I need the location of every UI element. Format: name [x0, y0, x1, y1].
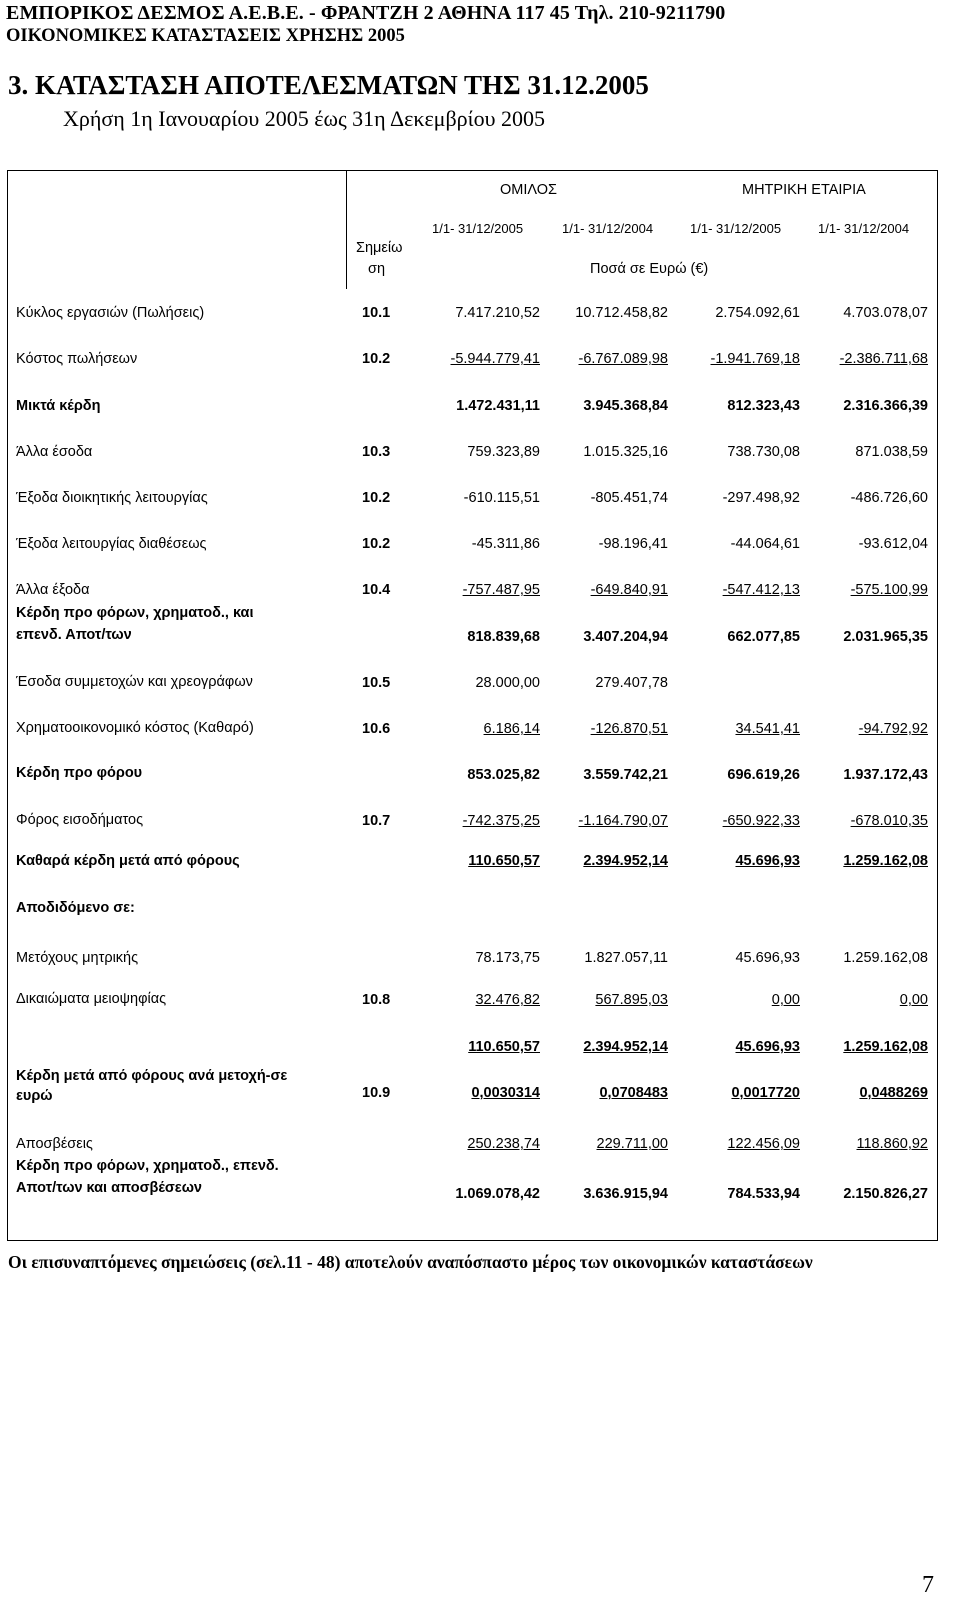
other-expenses-parent-2004: -575.100,99: [850, 582, 928, 598]
net-parent-2005: 45.696,93: [735, 853, 800, 869]
row-label-minority: Δικαιώματα μειοψηφίας: [16, 991, 167, 1007]
row-label-ebit: Κέρδη προ φόρων, χρηματοδ., και: [16, 605, 254, 621]
row-note-finance: 10.6: [362, 721, 391, 737]
row-label-sales: Κύκλος εργασιών (Πωλήσεις): [16, 305, 205, 321]
period-title: Χρήση 1η Ιανουαρίου 2005 έως 31η Δεκεμβρίου 2005: [63, 106, 545, 131]
sales-group-2005: 7.417.210,52: [455, 305, 540, 321]
row-note-cost: 10.2: [362, 351, 391, 367]
row-note-participations: 10.5: [362, 675, 391, 691]
row-label-ebit-cont: επενδ. Αποτ/των: [16, 627, 132, 643]
depreciation-parent-2004: 118.860,92: [856, 1136, 928, 1152]
row-note-sales: 10.1: [362, 305, 391, 321]
row-label-eps-cont: ευρώ: [16, 1088, 53, 1104]
gross-group-2004: 3.945.368,84: [583, 398, 668, 414]
ebit-group-2005: 818.839,68: [467, 629, 540, 645]
finance-parent-2004: -94.792,92: [858, 721, 928, 737]
row-label-gross: Μικτά κέρδη: [16, 398, 101, 414]
other-expenses-group-2004: -649.840,91: [590, 582, 668, 598]
other-expenses-group-2005: -757.487,95: [462, 582, 540, 598]
row-label-finance: Χρηματοοικονομικό κόστος (Καθαρό): [16, 720, 254, 736]
parent-company-header: ΜΗΤΡΙΚΗ ΕΤΑΙΡΙΑ: [742, 182, 866, 198]
parent-holders-parent-2005: 45.696,93: [735, 950, 800, 966]
row-label-cost: Κόστος πωλήσεων: [16, 351, 138, 367]
row-label-tax: Φόρος εισοδήματος: [16, 812, 144, 828]
period-header-group-2005: 1/1- 31/12/2005: [432, 221, 524, 236]
row-label-other-income: Άλλα έσοδα: [16, 444, 93, 460]
header-divider: [346, 170, 347, 289]
company-header: ΕΜΠΟΡΙΚΟΣ ΔΕΣΜΟΣ Α.Ε.Β.Ε. - ΦΡΑΝΤΖΗ 2 ΑΘΗΝΑ 117 45 Τηλ. 210-9211790: [6, 2, 726, 24]
row-label-other-expenses: Άλλα έξοδα: [16, 582, 90, 598]
group-header: ΟΜΙΛΟΣ: [500, 182, 558, 198]
cost-parent-2005: -1.941.769,18: [710, 351, 800, 367]
period-header-group-2004: 1/1- 31/12/2004: [562, 221, 654, 236]
currency-label: Ποσά σε Ευρώ (€): [590, 261, 709, 277]
row-label-ebitda-cont: Αποτ/των και αποσβέσεων: [16, 1180, 203, 1196]
row-label-eps: Κέρδη μετά από φόρους ανά μετοχή-σε: [16, 1068, 288, 1084]
total-group-2004: 2.394.952,14: [583, 1039, 668, 1055]
pretax-parent-2005: 696.619,26: [727, 767, 800, 783]
parent-holders-parent-2004: 1.259.162,08: [843, 950, 928, 966]
finance-group-2005: 6.186,14: [483, 721, 540, 737]
sales-group-2004: 10.712.458,82: [575, 305, 668, 321]
distribution-parent-2004: -93.612,04: [858, 536, 928, 552]
admin-group-2004: -805.451,74: [590, 490, 668, 506]
ebit-parent-2005: 662.077,85: [727, 629, 800, 645]
period-header-parent-2004: 1/1- 31/12/2004: [818, 221, 910, 236]
pretax-group-2004: 3.559.742,21: [583, 767, 668, 783]
other-income-parent-2005: 738.730,08: [727, 444, 800, 460]
statements-subtitle: ΟΙΚΟΝΟΜΙΚΕΣ ΚΑΤΑΣΤΑΣΕΙΣ ΧΡΗΣΗΣ 2005: [6, 26, 405, 46]
tax-parent-2005: -650.922,33: [722, 813, 800, 829]
tax-group-2004: -1.164.790,07: [578, 813, 668, 829]
depreciation-group-2004: 229.711,00: [596, 1136, 668, 1152]
ebitda-parent-2004: 2.150.826,27: [843, 1186, 928, 1202]
cost-parent-2004: -2.386.711,68: [839, 351, 928, 367]
section-title: 3. ΚΑΤΑΣΤΑΣΗ ΑΠΟΤΕΛΕΣΜΑΤΩΝ ΤΗΣ 31.12.2005: [8, 70, 649, 100]
total-parent-2004: 1.259.162,08: [843, 1039, 928, 1055]
minority-parent-2004: 0,00: [899, 992, 928, 1008]
row-note-eps: 10.9: [362, 1085, 391, 1101]
total-parent-2005: 45.696,93: [735, 1039, 800, 1055]
admin-group-2005: -610.115,51: [463, 490, 540, 506]
row-note-distribution: 10.2: [362, 536, 391, 552]
parent-holders-group-2004: 1.827.057,11: [584, 950, 668, 966]
distribution-parent-2005: -44.064,61: [730, 536, 800, 552]
distribution-group-2004: -98.196,41: [598, 536, 668, 552]
footnote: Οι επισυναπτόμενες σημειώσεις (σελ.11 - 48) αποτελούν αναπόσπαστο μέρος των οικονομικών καταστάσεων: [8, 1252, 813, 1272]
pretax-parent-2004: 1.937.172,43: [843, 767, 928, 783]
ebit-group-2004: 3.407.204,94: [583, 629, 668, 645]
other-expenses-parent-2005: -547.412,13: [722, 582, 800, 598]
row-label-attributable: Αποδιδόμενο σε:: [16, 900, 135, 916]
other-income-group-2004: 1.015.325,16: [583, 444, 668, 460]
eps-group-2005: 0,0030314: [471, 1085, 540, 1101]
eps-parent-2005: 0,0017720: [731, 1085, 800, 1101]
pretax-group-2005: 853.025,82: [467, 767, 540, 783]
net-group-2005: 110.650,57: [468, 853, 540, 869]
sales-parent-2004: 4.703.078,07: [843, 305, 928, 321]
row-label-ebitda: Κέρδη προ φόρων, χρηματοδ., επενδ.: [16, 1158, 279, 1174]
gross-group-2005: 1.472.431,11: [456, 398, 540, 414]
row-note-tax: 10.7: [362, 813, 391, 829]
row-note-admin: 10.2: [362, 490, 391, 506]
row-label-depreciation: Αποσβέσεις: [16, 1136, 93, 1152]
row-note-other-income: 10.3: [362, 444, 391, 460]
admin-parent-2004: -486.726,60: [850, 490, 928, 506]
row-label-participations: Έσοδα συμμετοχών και χρεογράφων: [16, 674, 253, 690]
row-label-distribution: Έξοδα λειτουργίας διαθέσεως: [16, 536, 207, 552]
depreciation-group-2005: 250.238,74: [467, 1136, 540, 1152]
note-header-cont: ση: [368, 261, 386, 277]
eps-group-2004: 0,0708483: [599, 1085, 668, 1101]
gross-parent-2004: 2.316.366,39: [843, 398, 928, 414]
note-header: Σημείω: [356, 240, 403, 256]
participations-group-2004: 279.407,78: [595, 675, 668, 691]
ebitda-parent-2005: 784.533,94: [727, 1186, 800, 1202]
admin-parent-2005: -297.498,92: [722, 490, 800, 506]
page-number: 7: [922, 1572, 934, 1598]
finance-group-2004: -126.870,51: [590, 721, 668, 737]
minority-group-2004: 567.895,03: [595, 992, 668, 1008]
parent-holders-group-2005: 78.173,75: [475, 950, 540, 966]
tax-group-2005: -742.375,25: [462, 813, 540, 829]
tax-parent-2004: -678.010,35: [850, 813, 928, 829]
net-parent-2004: 1.259.162,08: [843, 853, 928, 869]
net-group-2004: 2.394.952,14: [583, 853, 668, 869]
eps-parent-2004: 0,0488269: [859, 1085, 928, 1101]
period-header-parent-2005: 1/1- 31/12/2005: [690, 221, 782, 236]
row-label-pretax: Κέρδη προ φόρου: [16, 765, 143, 781]
ebitda-group-2004: 3.636.915,94: [583, 1186, 668, 1202]
participations-group-2005: 28.000,00: [475, 675, 540, 691]
finance-parent-2005: 34.541,41: [735, 721, 800, 737]
distribution-group-2005: -45.311,86: [471, 536, 540, 552]
row-label-admin: Έξοδα διοικητικής λειτουργίας: [16, 490, 208, 506]
row-label-net: Καθαρά κέρδη μετά από φόρους: [16, 853, 240, 869]
depreciation-parent-2005: 122.456,09: [727, 1136, 800, 1152]
minority-parent-2005: 0,00: [771, 992, 800, 1008]
ebit-parent-2004: 2.031.965,35: [843, 629, 928, 645]
sales-parent-2005: 2.754.092,61: [715, 305, 800, 321]
other-income-group-2005: 759.323,89: [467, 444, 540, 460]
ebitda-group-2005: 1.069.078,42: [455, 1186, 540, 1202]
row-note-minority: 10.8: [362, 992, 391, 1008]
cost-group-2005: -5.944.779,41: [450, 351, 540, 367]
gross-parent-2005: 812.323,43: [727, 398, 800, 414]
cost-group-2004: -6.767.089,98: [578, 351, 668, 367]
row-label-parent-holders: Μετόχους μητρικής: [16, 950, 139, 966]
minority-group-2005: 32.476,82: [475, 992, 540, 1008]
total-group-2005: 110.650,57: [468, 1039, 540, 1055]
other-income-parent-2004: 871.038,59: [855, 444, 928, 460]
row-note-other-expenses: 10.4: [362, 582, 391, 598]
